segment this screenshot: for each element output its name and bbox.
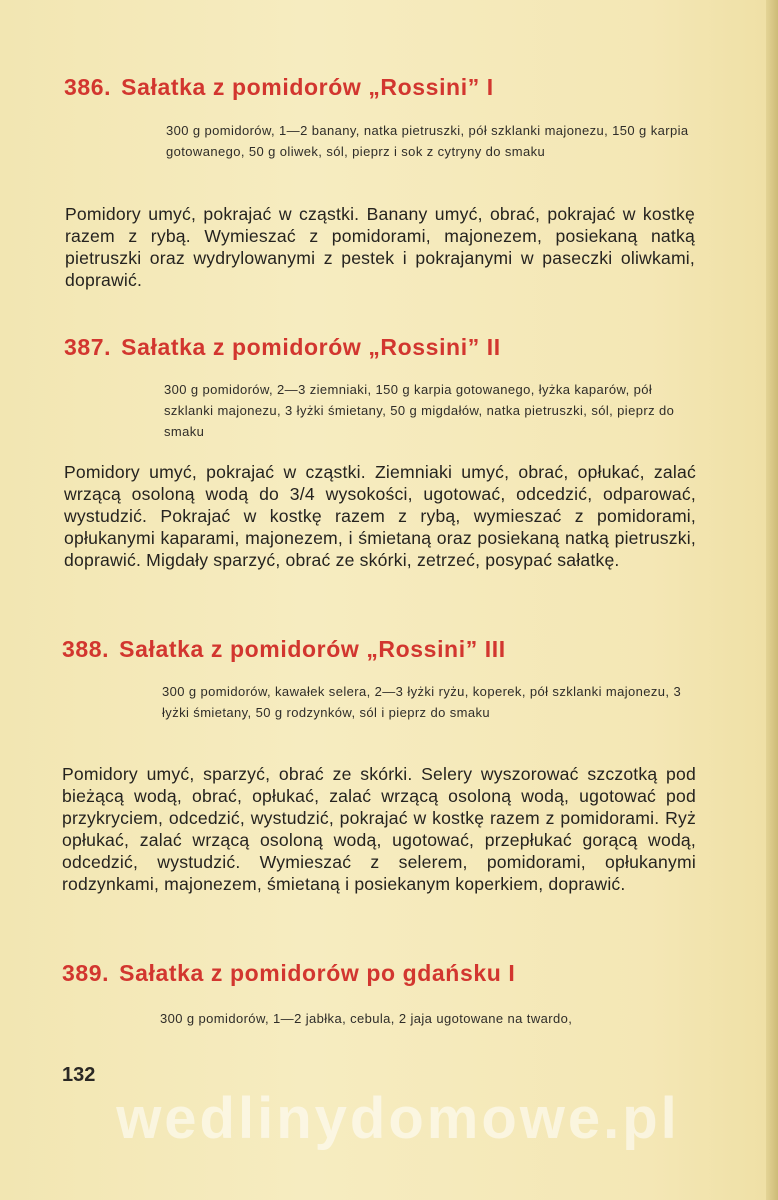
- recipe-number: 388.: [62, 636, 110, 662]
- recipe-title-text: Sałatka z pomidorów po gdańsku I: [119, 960, 516, 986]
- recipe-388-ingredients: 300 g pomidorów, kawałek selera, 2—3 łyżki ryżu, koperek, pół szklanki majonezu, 3 łyżki śmietany, 50 g rodzynków, sól i pieprz do smaku: [162, 684, 682, 720]
- recipe-title-text: Sałatka z pomidorów „Rossini” I: [121, 74, 494, 100]
- recipe-388-method: Pomidory umyć, sparzyć, obrać ze skórki. Selery wyszorować szczotką pod bieżącą wodą, obrać, opłukać, zalać wrzącą osoloną wodą, ugotować pod przykryciem, odcedzić, wystudzić, pokrajać w kostkę razem z pomidorami. Ryż opłukać, zalać wrzącą osoloną wodą, ugotować, przepłukać gorącą wodą, odcedzić, wystudzić. Wymieszać z selerem, pomidorami, opłukanymi rodzynkami, majonezem, śmietaną i posiekanym koperkiem, doprawić.: [62, 764, 696, 894]
- recipe-386-title: [64, 74, 494, 101]
- recipe-386-ingredients: 300 g pomidorów, 1—2 banany, natka pietruszki, pół szklanki majonezu, 150 g karpia gotowanego, 50 g oliwek, sól, pieprz i sok z cytryny do smaku: [166, 123, 689, 159]
- recipe-number: 387.: [64, 334, 112, 360]
- recipe-387-title: [64, 334, 501, 361]
- recipe-386-method: Pomidory umyć, pokrajać w cząstki. Banany umyć, obrać, pokrajać w kostkę razem z rybą. Wymieszać z pomidorami, majonezem, posiekaną natką pietruszki oraz wydrylowanymi z pestek i pokrajanymi w paseczki oliwkami, doprawić.: [65, 204, 695, 290]
- recipe-title-text: Sałatka z pomidorów „Rossini” III: [119, 636, 506, 662]
- page-number: 132: [62, 1064, 96, 1086]
- recipe-387-method: Pomidory umyć, pokrajać w cząstki. Ziemniaki umyć, obrać, opłukać, zalać wrzącą osoloną wodą do 3/4 wysokości, ugotować, odcedzić, odparować, wystudzić. Pokrajać w kostkę razem z rybą, wymieszać z pomidorami, opłukanymi kaparami, majonezem, i śmietaną oraz posiekaną natką pietruszki, doprawić. Migdały sparzyć, obrać ze skórki, zetrzeć, posypać sałatkę.: [64, 462, 696, 570]
- recipe-number: 386.: [64, 74, 112, 100]
- watermark: wedlinydomowe.pl: [116, 1086, 680, 1151]
- recipe-387-ingredients: 300 g pomidorów, 2—3 ziemniaki, 150 g karpia gotowanego, łyżka kaparów, pół szklanki majonezu, 3 łyżki śmietany, 50 g migdałów, natka pietruszki, sól, pieprz do smaku: [164, 382, 675, 439]
- recipe-389-ingredients: 300 g pomidorów, 1—2 jabłka, cebula, 2 jaja ugotowane na twardo,: [160, 1011, 573, 1026]
- page-edge: [766, 0, 778, 1200]
- recipe-389-title: [62, 960, 515, 987]
- recipe-title-text: Sałatka z pomidorów „Rossini” II: [121, 334, 501, 360]
- recipe-number: 389.: [62, 960, 110, 986]
- recipe-388-title: [62, 636, 506, 663]
